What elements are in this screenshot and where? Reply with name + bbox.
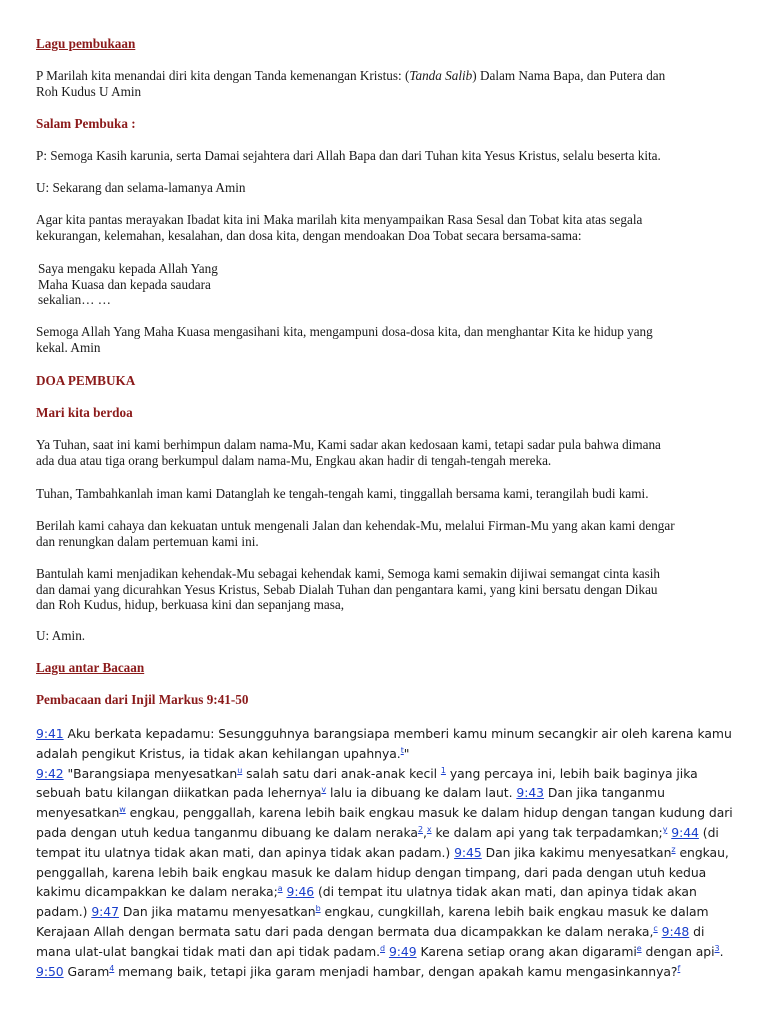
verse-link-9-48[interactable]: 9:48 <box>661 923 690 939</box>
prayer-paragraph-4: Bantulah kami menjadikan kehendak-Mu sebagai kehendak kami, Semoga kami semakin dijiwai semangat cinta kasih dan damai yang dicurahkan Yesus Kristus, Sebab Dialah Tuhan dan pengantara kami, yang kini bersatu dengan Dikau dan Roh Kudus, hidup, berkuasa kini dan sepanjang masa, <box>36 566 661 613</box>
verse-link-9-42[interactable]: 9:42 <box>36 765 64 781</box>
verse-link-9-49[interactable]: 9:49 <box>388 943 417 959</box>
footnote-link-w[interactable]: w <box>119 805 126 815</box>
invitation-to-penance: Agar kita pantas merayakan Ibadat kita ini Maka marilah kita menyampaikan Rasa Sesal dan Tobat kita atas segala kekurangan, kelemahan, kesalahan, dan dosa kita, dengan mendoakan Doa Tobat secara bersama-sama: <box>36 212 643 243</box>
footnote-link-b[interactable]: b <box>315 904 321 914</box>
footnote-link-x[interactable]: x <box>426 824 432 834</box>
heading-lagu-pembukaan: Lagu pembukaan <box>36 36 136 51</box>
footnote-link-3[interactable]: 3 <box>714 943 720 953</box>
verse-link-9-45[interactable]: 9:45 <box>454 844 482 860</box>
verse-link-9-47[interactable]: 9:47 <box>91 904 119 920</box>
footnote-link-t[interactable]: t <box>400 745 404 755</box>
heading-mari-berdoa: Mari kita berdoa <box>36 405 133 420</box>
footnote-link-2[interactable]: 2 <box>417 824 423 834</box>
salam-response: U: Sekarang dan selama-lamanya Amin <box>36 180 246 195</box>
prayer-paragraph-2: Tuhan, Tambahkanlah iman kami Datanglah ke tengah-tengah kami, tinggallah bersama kami, terangilah budi kami. <box>36 486 649 501</box>
prayer-paragraph-3: Berilah kami cahaya dan kekuatan untuk mengenali Jalan dan kehendak-Mu, melalui Firman-Mu yang akan kami dengar dan renungkan dalam pertemuan kami ini. <box>36 518 675 549</box>
verse-link-9-41[interactable]: 9:41 <box>36 726 64 741</box>
response-amin: U: Amin. <box>36 628 86 643</box>
verse-link-9-46[interactable]: 9:46 <box>286 884 315 900</box>
footnote-link-c[interactable]: c <box>653 923 658 933</box>
verse-link-9-43[interactable]: 9:43 <box>516 785 544 801</box>
heading-lagu-antar-bacaan: Lagu antar Bacaan <box>36 660 145 675</box>
footnote-link-f[interactable]: f <box>677 963 681 973</box>
footnote-link-y[interactable]: y <box>662 824 668 834</box>
heading-doa-pembuka: DOA PEMBUKA <box>36 373 136 388</box>
verse-link-9-50[interactable]: 9:50 <box>36 963 64 979</box>
footnote-link-a[interactable]: a <box>277 884 283 894</box>
scripture-passage: 9:41 Aku berkata kepadamu: Sesungguhnya barangsiapa memberi kamu minum secangkir air oleh karena kamu adalah pengikut Kristus, ia tidak akan kehilangan upahnya.$^t$" 9:42 "Barangsiapa menyesatkan$^u$ salah satu dari anak-anak kecil $^1$ yang percaya ini, lebih baik baginya jika sebuah batu kilangan diikatkan pada lehernya$^v$ lalu ia dibuang ke dalam laut. 9:43 Dan jika tanganmu menyesatkan$^w$ engkau, penggallah, karena lebih baik engkau masuk ke dalam hidup dengan tangan kudung dari pada dengan utuh kedua tanganmu dibuang ke dalam neraka$^2$,$^x$ ke dalam api yang tak terpadamkan;$^y$ 9:44 (di tempat itu ulatnya tidak akan mati, dan apinya tidak akan padam.) 9:45 Dan jika kakimu menyesatkan$^z$ engkau, penggallah, karena lebih baik engkau masuk ke dalam hidup dengan timpang, dari pada dengan utuh kedua kakimu dicampakkan ke dalam neraka;$^a$ 9:46 (di tempat itu ulatnya tidak akan mati, dan apinya tidak akan padam.) 9:47 Dan jika matamu menyesatkan$^b$ engkau, cungkillah, karena lebih baik engkau masuk ke dalam Kerajaan Allah dengan bermata satu dari pada dengan bermata dua dicampakkan ke dalam neraka,$^c$ 9:48 di mana ulat-ulat bangkai tidak mati dan api tidak padam.$^d$ 9:49 Karena setiap orang akan digarami$^e$ dengan api$^3$. 9:50 Garam$^4$ memang baik, tetapi jika garam menjadi hambar, dengan apakah kamu mengasinkannya?$^f$ <box>36 726 733 979</box>
footnote-link-v[interactable]: v <box>321 785 327 795</box>
footnote-link-1[interactable]: 1 <box>440 765 446 775</box>
absolution: Semoga Allah Yang Maha Kuasa mengasihani kita, mengampuni dosa-dosa kita, dan menghantar Kita ke hidup yang kekal. Amin <box>36 324 653 355</box>
opening-sign-of-cross: P Marilah kita menandai diri kita dengan Tanda kemenangan Kristus: (Tanda Salib) Dalam Nama Bapa, dan Putera dan Roh Kudus U Amin <box>36 68 666 99</box>
footnote-link-4[interactable]: 4 <box>109 963 115 973</box>
footnote-link-e[interactable]: e <box>636 943 642 953</box>
verse-link-9-44[interactable]: 9:44 <box>671 824 699 840</box>
footnote-link-u[interactable]: u <box>237 765 243 775</box>
prayer-paragraph-1: Ya Tuhan, saat ini kami berhimpun dalam nama-Mu, Kami sadar akan kedosaan kami, tetapi sadar pula bahwa dimana ada dua atau tiga orang berkumpul dalam nama-Mu, Engkau akan hadir di tengah-tengah mereka. <box>36 437 661 468</box>
heading-pembacaan-injil: Pembacaan dari Injil Markus 9:41-50 <box>36 692 249 707</box>
footnote-link-d[interactable]: d <box>380 943 386 953</box>
confiteor: Saya mengaku kepada Allah Yang Maha Kuasa dan kepada saudara sekalian… … <box>38 261 218 308</box>
heading-salam-pembuka: Salam Pembuka : <box>36 116 136 131</box>
salam-priest: P: Semoga Kasih karunia, serta Damai sejahtera dari Allah Bapa dan dari Tuhan kita Yesus Kristus, selalu beserta kita. <box>36 148 661 163</box>
footnote-link-z[interactable]: z <box>671 844 676 854</box>
